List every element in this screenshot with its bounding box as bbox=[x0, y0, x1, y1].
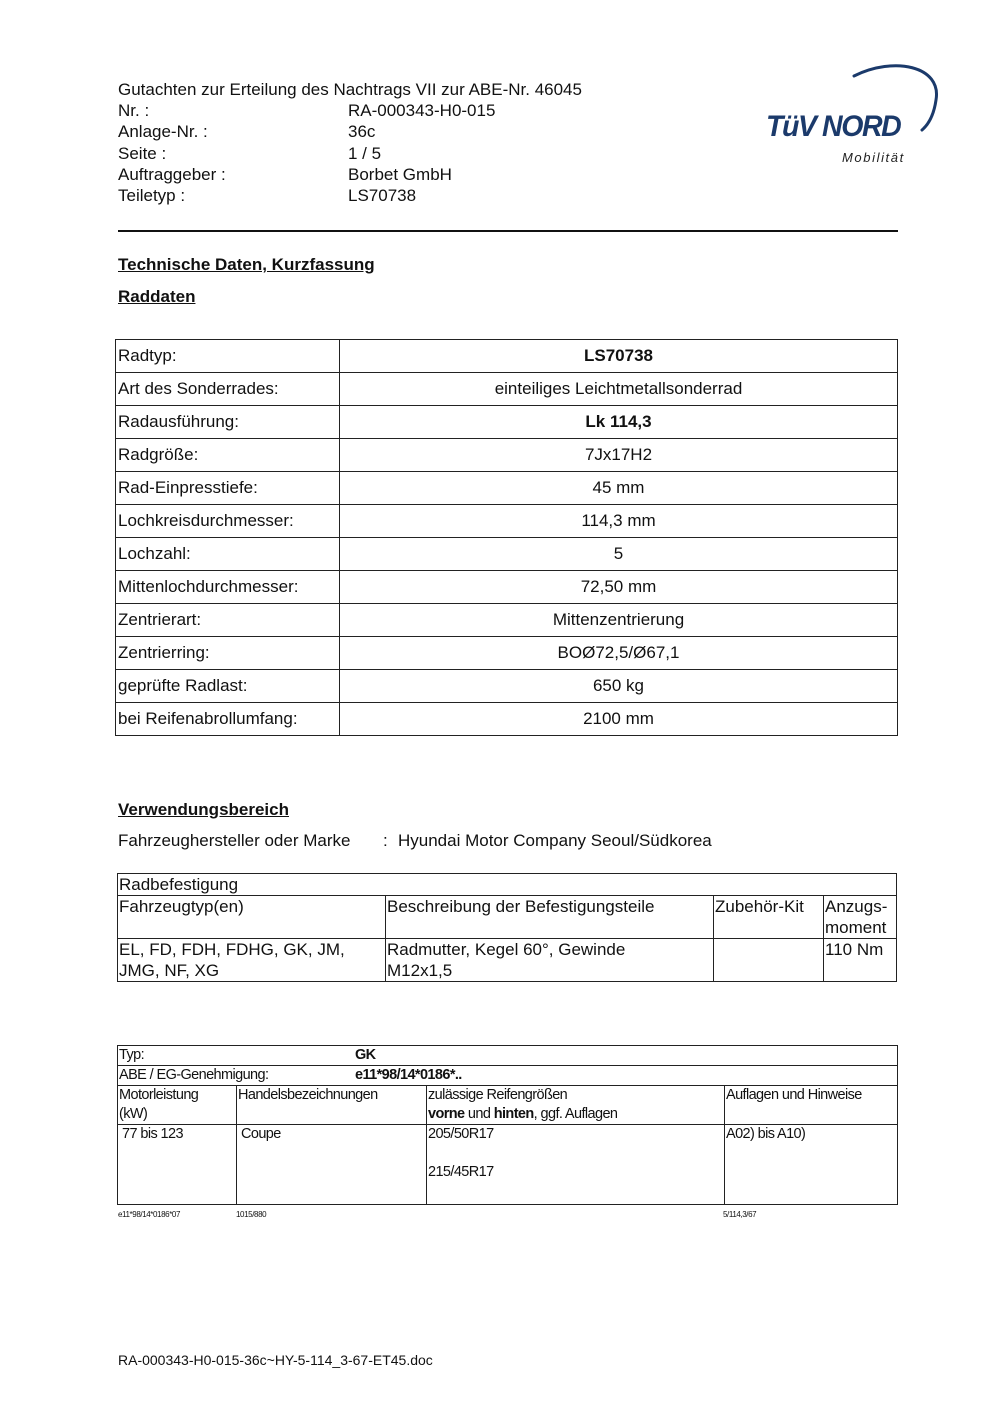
table-row bbox=[118, 1046, 898, 1066]
mounting-title: Radbefestigung bbox=[118, 874, 897, 896]
table-key: Mittenlochdurchmesser: bbox=[116, 571, 340, 604]
wheel-data-table bbox=[115, 339, 898, 736]
header-line: (kW) bbox=[119, 1106, 148, 1122]
table-row bbox=[116, 637, 898, 670]
table-value: BOØ72,5/Ø67,1 bbox=[340, 637, 898, 670]
header-bold: vorne bbox=[428, 1106, 465, 1122]
header-bold: hinten bbox=[493, 1106, 534, 1122]
section-subtitle: Raddaten bbox=[118, 287, 196, 306]
report-title: Gutachten zur Erteilung des Nachtrags VII zur ABE-Nr. 46045 bbox=[118, 80, 582, 99]
cell-line: JMG, NF, XG bbox=[119, 961, 220, 980]
header-value: 1 / 5 bbox=[348, 144, 382, 163]
table-value: einteiliges Leichtmetallsonderrad bbox=[340, 373, 898, 406]
footer-filename: RA-000343-H0-015-36c~HY-5-114_3-67-ET45.doc bbox=[118, 1352, 433, 1368]
cell-line: 205/50R17 bbox=[428, 1126, 494, 1142]
table-row bbox=[116, 538, 898, 571]
column-header: Zubehör-Kit bbox=[714, 896, 824, 939]
header-line: moment bbox=[825, 918, 887, 937]
table-value: 7Jx17H2 bbox=[340, 439, 898, 472]
column-header bbox=[427, 1086, 725, 1125]
column-header bbox=[118, 1086, 237, 1125]
manufacturer-separator: : bbox=[383, 831, 388, 850]
table-value: 72,50 mm bbox=[340, 571, 898, 604]
table-row bbox=[116, 439, 898, 472]
abe-label: ABE / EG-Genehmigung: bbox=[119, 1067, 269, 1083]
vehicle-type-table bbox=[117, 1045, 898, 1205]
table-key: bei Reifenabrollumfang: bbox=[116, 703, 340, 736]
header-value: LS70738 bbox=[348, 186, 417, 205]
typ-value: GK bbox=[355, 1047, 376, 1063]
manufacturer-label: Fahrzeughersteller oder Marke bbox=[118, 831, 351, 850]
manufacturer-value: Hyundai Motor Company Seoul/Südkorea bbox=[398, 831, 712, 850]
header-value: 36c bbox=[348, 122, 376, 141]
table-key: Radtyp: bbox=[116, 340, 340, 373]
header-divider bbox=[118, 230, 898, 232]
small-approval-code: e11*98/14*0186*07 bbox=[118, 1210, 181, 1219]
mounting-table bbox=[117, 873, 897, 982]
notes-cell: A02) bis A10) bbox=[725, 1125, 898, 1205]
power-cell bbox=[118, 1125, 237, 1205]
cell-line: EL, FD, FDH, FDHG, GK, JM, bbox=[119, 940, 345, 959]
header-label: Nr. : bbox=[118, 101, 150, 120]
header-line: zulässige Reifengrößen bbox=[428, 1087, 568, 1103]
header-label: Teiletyp : bbox=[118, 186, 186, 205]
table-value: 114,3 mm bbox=[340, 505, 898, 538]
table-row bbox=[116, 604, 898, 637]
column-header: Handelsbezeichnungen bbox=[237, 1086, 427, 1125]
table-row bbox=[116, 340, 898, 373]
table-row bbox=[116, 703, 898, 736]
cell-spacer bbox=[428, 1144, 723, 1163]
torque-cell: 110 Nm bbox=[824, 939, 897, 982]
table-row bbox=[118, 939, 897, 982]
header-value: RA-000343-H0-015 bbox=[348, 101, 496, 120]
header-label: Anlage-Nr. : bbox=[118, 122, 208, 141]
table-header-row bbox=[118, 896, 897, 939]
header-text: und bbox=[464, 1106, 494, 1122]
header-text: , ggf. Auflagen bbox=[533, 1106, 618, 1122]
table-row bbox=[116, 670, 898, 703]
table-key: Radgröße: bbox=[116, 439, 340, 472]
table-key: Lochkreisdurchmesser: bbox=[116, 505, 340, 538]
typ-row bbox=[118, 1046, 898, 1066]
table-value: 45 mm bbox=[340, 472, 898, 505]
logo-brand: TüV NORD bbox=[766, 110, 901, 143]
usage-title: Verwendungsbereich bbox=[118, 800, 289, 819]
table-key: Radausführung: bbox=[116, 406, 340, 439]
table-value: 2100 mm bbox=[340, 703, 898, 736]
small-code: 1015/880 bbox=[236, 1210, 267, 1219]
section-title: Technische Daten, Kurzfassung bbox=[118, 255, 375, 274]
table-row bbox=[116, 373, 898, 406]
tire-cell bbox=[427, 1125, 725, 1205]
table-row bbox=[116, 406, 898, 439]
table-value: 650 kg bbox=[340, 670, 898, 703]
header-line: Anzugs- bbox=[825, 897, 888, 916]
table-row bbox=[118, 1125, 898, 1205]
header-label: Seite : bbox=[118, 144, 167, 163]
cell-text: Coupe bbox=[241, 1126, 281, 1142]
typ-label: Typ: bbox=[119, 1047, 144, 1063]
header-line: Motorleistung bbox=[119, 1087, 199, 1103]
table-key: Zentrierart: bbox=[116, 604, 340, 637]
cell-line: 215/45R17 bbox=[428, 1164, 494, 1180]
table-key: geprüfte Radlast: bbox=[116, 670, 340, 703]
table-row bbox=[116, 505, 898, 538]
table-header-row bbox=[118, 1086, 898, 1125]
table-key: Rad-Einpresstiefe: bbox=[116, 472, 340, 505]
manufacturer-line bbox=[118, 831, 712, 851]
cell-line: M12x1,5 bbox=[387, 961, 453, 980]
table-key: Art des Sonderrades: bbox=[116, 373, 340, 406]
column-header bbox=[824, 896, 897, 939]
description-cell bbox=[386, 939, 714, 982]
table-row bbox=[116, 472, 898, 505]
column-header: Beschreibung der Befestigungsteile bbox=[386, 896, 714, 939]
kit-cell bbox=[714, 939, 824, 982]
header-value: Borbet GmbH bbox=[348, 165, 452, 184]
vehicle-types-cell bbox=[118, 939, 386, 982]
abe-row bbox=[118, 1066, 898, 1086]
column-header: Auflagen und Hinweise bbox=[725, 1086, 898, 1125]
abe-value: e11*98/14*0186*.. bbox=[355, 1067, 462, 1083]
column-header: Fahrzeugtyp(en) bbox=[118, 896, 386, 939]
table-row bbox=[118, 1066, 898, 1086]
table-key: Lochzahl: bbox=[116, 538, 340, 571]
table-row bbox=[116, 571, 898, 604]
table-value: 5 bbox=[340, 538, 898, 571]
cell-text: 77 bis 123 bbox=[122, 1126, 183, 1142]
table-row bbox=[118, 874, 897, 896]
name-cell bbox=[237, 1125, 427, 1205]
table-value: Lk 114,3 bbox=[340, 406, 898, 439]
header-line bbox=[428, 1105, 723, 1124]
table-value: Mittenzentrierung bbox=[340, 604, 898, 637]
cell-line: Radmutter, Kegel 60°, Gewinde bbox=[387, 940, 626, 959]
tuv-nord-logo bbox=[764, 58, 944, 170]
table-key: Zentrierring: bbox=[116, 637, 340, 670]
logo-subtitle: Mobilität bbox=[842, 150, 905, 165]
table-value: LS70738 bbox=[340, 340, 898, 373]
small-bolt-pattern: 5/114,3/67 bbox=[723, 1210, 757, 1219]
header-label: Auftraggeber : bbox=[118, 165, 226, 184]
